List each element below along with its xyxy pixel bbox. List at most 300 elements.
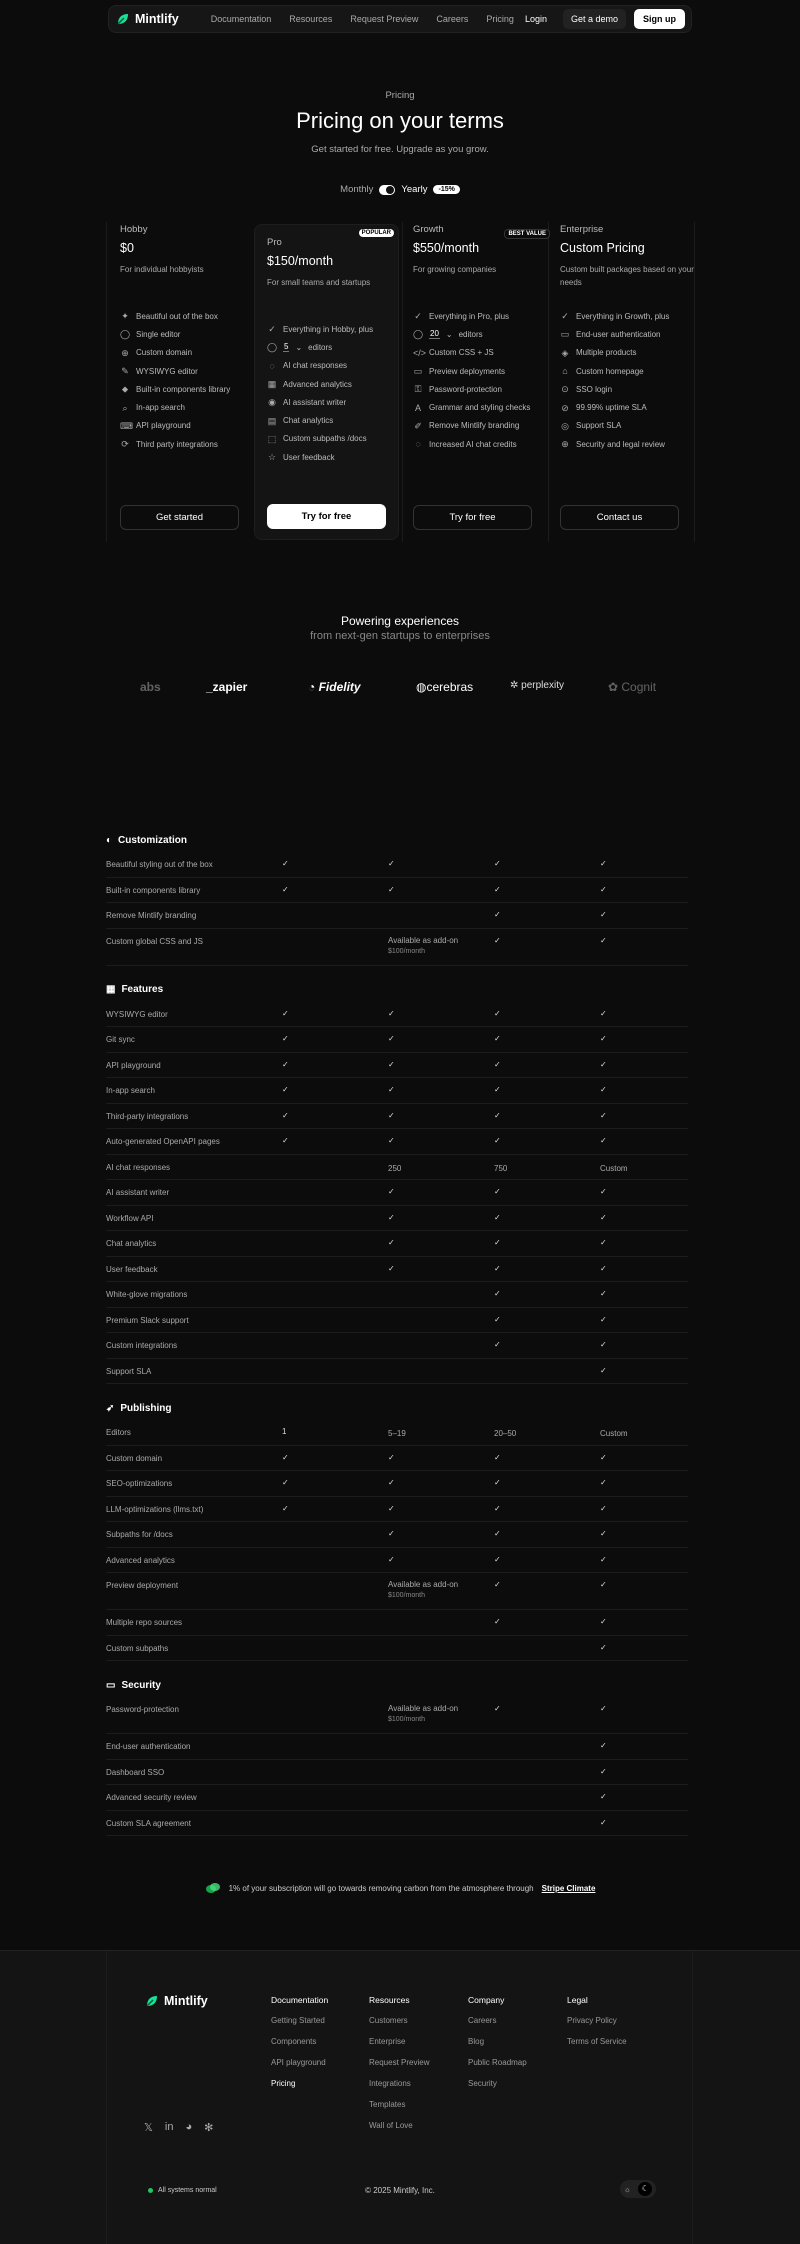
brand-name: Mintlify	[164, 1994, 208, 2008]
footer-brand-logo[interactable]	[144, 1993, 208, 2009]
plan-feature	[413, 325, 558, 343]
table-row	[106, 1180, 688, 1206]
editors-select[interactable]: 5	[284, 342, 289, 352]
feature-icon: ⚿	[414, 384, 422, 395]
comparison-table	[106, 828, 688, 1836]
cell-text: ✓	[494, 1340, 501, 1349]
table-row	[106, 1104, 688, 1130]
cell-text: ✓	[282, 1503, 289, 1513]
social-links	[144, 2121, 213, 2134]
check-icon	[600, 1033, 607, 1044]
cell-text: ✓	[388, 1059, 395, 1069]
check-icon	[494, 1186, 501, 1197]
editors-select[interactable]: 20	[430, 329, 439, 339]
section-title-features	[106, 978, 688, 1002]
palette-icon: ◐	[106, 834, 113, 846]
table-row	[106, 1548, 688, 1574]
feature-label: Multiple products	[576, 348, 637, 358]
feature-label: Remove Mintlify branding	[429, 421, 520, 431]
footer-link[interactable]: Terms of Service	[567, 2037, 627, 2046]
section-title-text: Features	[121, 984, 164, 995]
footer-link[interactable]: Integrations	[369, 2079, 411, 2088]
plan-feature	[413, 435, 558, 453]
check-icon	[494, 1135, 501, 1146]
cell-text: ✓	[600, 1238, 607, 1247]
try-for-free-button[interactable]: Try for free	[267, 504, 386, 529]
check-icon	[494, 1452, 501, 1463]
check-icon	[600, 1288, 607, 1299]
nav-link-request-preview[interactable]: Request Preview	[350, 14, 419, 24]
check-icon	[388, 1186, 395, 1197]
footer-link[interactable]: Privacy Policy	[567, 2016, 617, 2025]
cell-text: ✓	[600, 910, 607, 919]
feature-label: editors	[308, 342, 333, 352]
get-demo-button[interactable]: Get a demo	[563, 9, 626, 29]
section-title-text: Customization	[118, 834, 187, 846]
plan-feature	[560, 344, 705, 362]
slack-icon[interactable]: ✻	[204, 2122, 214, 2134]
check-icon	[600, 1616, 607, 1627]
cell-text: ✓	[600, 1263, 607, 1273]
cell-text: ✓	[600, 1289, 607, 1298]
feature-label: Everything in Pro, plus	[429, 311, 510, 321]
chevron-down-icon: ⌄	[445, 329, 453, 339]
cell-value	[282, 1426, 286, 1437]
row-label: Advanced analytics	[106, 1555, 175, 1565]
cell-text: 750	[494, 1163, 508, 1173]
row-label: Preview deployment	[106, 1581, 179, 1590]
mintlify-leaf-icon	[144, 1993, 160, 2009]
check-icon	[388, 1135, 395, 1146]
check-icon	[494, 1703, 501, 1714]
climate-banner	[0, 1882, 800, 1894]
footer-link[interactable]: Getting Started	[271, 2016, 325, 2025]
plan-description: For small teams and startups	[267, 278, 371, 287]
cell-text: ✓	[494, 1617, 501, 1626]
table-row	[106, 1573, 688, 1610]
feature-icon: ⬚	[267, 433, 277, 444]
logo-fidelity: ◔ Fidelity	[308, 680, 361, 694]
yearly-label[interactable]: Yearly	[401, 184, 428, 195]
check-icon	[600, 1263, 607, 1274]
section-title-publishing	[106, 1396, 688, 1420]
contact-us-button[interactable]: Contact us	[560, 505, 679, 530]
check-icon	[494, 1339, 501, 1350]
footer-link[interactable]: Templates	[369, 2100, 406, 2109]
cell-text: ✓	[600, 884, 607, 894]
leaf-icon	[205, 1882, 221, 1894]
best-value-badge: BEST VALUE	[504, 229, 550, 239]
cell-text: ✓	[600, 1059, 607, 1069]
footer-column-heading: Company	[468, 1995, 505, 2005]
feature-icon: ✎	[121, 366, 129, 377]
cell-text: ✓	[494, 1580, 501, 1589]
row-label: Subpaths for /docs	[106, 1530, 173, 1539]
check-icon	[494, 1212, 501, 1223]
check-icon	[600, 1642, 607, 1653]
cell-text: ✓	[494, 1136, 501, 1145]
row-label: Multiple repo sources	[106, 1618, 183, 1627]
check-icon	[494, 858, 501, 869]
cell-text: ✓	[282, 1478, 289, 1487]
check-icon	[282, 858, 289, 869]
nav-link-documentation[interactable]: Documentation	[210, 14, 272, 24]
copyright: © 2025 Mintlify, Inc.	[365, 2186, 435, 2195]
plan-price: $550/month	[413, 241, 480, 255]
check-icon	[600, 1766, 607, 1777]
popular-badge: POPULAR	[359, 229, 394, 237]
plan-feature	[120, 398, 265, 416]
plan-feature	[560, 325, 705, 343]
signup-button[interactable]: Sign up	[634, 9, 685, 29]
footer-link[interactable]: Enterprise	[369, 2037, 406, 2046]
nav-link-pricing[interactable]: Pricing	[486, 14, 514, 24]
plan-feature	[560, 417, 705, 435]
check-icon	[494, 1033, 501, 1044]
cell-text: ✓	[600, 1034, 607, 1043]
row-label: AI chat responses	[106, 1162, 171, 1172]
check-icon	[600, 1791, 607, 1802]
plan-feature	[413, 417, 558, 435]
feature-icon: ✦	[121, 311, 129, 322]
billing-toggle	[0, 184, 800, 195]
cell-text: Custom	[600, 1163, 628, 1173]
plan-price: Custom Pricing	[560, 241, 645, 255]
cell-value	[494, 1163, 507, 1174]
check-icon	[494, 1110, 501, 1121]
row-label: White-glove migrations	[106, 1290, 188, 1299]
feature-icon: ⊘	[561, 402, 569, 413]
row-label: Custom global CSS and JS	[106, 936, 203, 946]
cell-text: ✓	[282, 1059, 289, 1069]
cell-text: ✓	[388, 1008, 395, 1018]
check-icon	[600, 1314, 607, 1325]
cell-text: 20–50	[494, 1429, 517, 1438]
moon-icon[interactable]: ☾	[638, 2182, 652, 2196]
table-row	[106, 1471, 688, 1497]
plan-feature	[120, 307, 265, 325]
table-row	[106, 1636, 688, 1662]
cell-text: ✓	[600, 1136, 607, 1145]
check-icon	[600, 884, 607, 895]
feature-label: 99.99% uptime SLA	[576, 403, 647, 413]
table-row	[106, 1027, 688, 1053]
logo-zapier: _zapier	[206, 680, 248, 694]
footer-link[interactable]: Request Preview	[369, 2058, 430, 2067]
row-label: Custom domain	[106, 1453, 163, 1463]
plan-feature	[120, 325, 265, 343]
feature-icon: ✓	[268, 324, 276, 335]
cell-text: ✓	[388, 859, 395, 868]
cell-text: 5–19	[388, 1429, 406, 1438]
row-label: Remove Mintlify branding	[106, 911, 197, 920]
table-row	[106, 1206, 688, 1232]
grid-icon: ▦	[106, 984, 116, 995]
feature-icon: ▤	[267, 415, 277, 426]
cell-text: ✓	[600, 1792, 607, 1801]
cell-text: ✓	[600, 1478, 607, 1487]
footer	[0, 1950, 800, 2244]
check-icon	[388, 1528, 395, 1539]
table-row	[106, 1497, 688, 1523]
logo-perplexity: ✲ perplexity	[510, 680, 564, 691]
login-button[interactable]: Login	[524, 14, 547, 24]
row-label: Custom integrations	[106, 1341, 178, 1350]
cell-text: ✓	[600, 1554, 607, 1564]
cell-text: ✓	[388, 1529, 395, 1538]
cell-text: ✓	[282, 1136, 289, 1145]
check-icon	[600, 1740, 607, 1751]
footer-link[interactable]: Security	[468, 2079, 497, 2088]
plan-card-hobby	[120, 224, 265, 540]
mintlify-leaf-icon	[115, 11, 131, 27]
check-icon	[494, 909, 501, 920]
logo-perplexity-text: perplexity	[521, 680, 564, 691]
check-icon	[600, 1365, 607, 1376]
check-icon	[494, 935, 501, 946]
row-label: SEO-optimizations	[106, 1479, 173, 1488]
check-icon	[600, 1452, 607, 1463]
github-icon[interactable]: ◕	[185, 2121, 193, 2133]
footer-column-legal	[567, 1995, 627, 2058]
cell-text: ✓	[282, 1034, 289, 1043]
cell-value	[388, 1703, 458, 1725]
feature-icon: ⌂	[562, 366, 568, 377]
table-row	[106, 1734, 688, 1760]
row-label: Beautiful styling out of the box	[106, 860, 213, 869]
check-icon	[388, 1263, 395, 1274]
table-row	[106, 1129, 688, 1155]
cell-text: ✓	[600, 1580, 607, 1589]
plan-feature	[120, 380, 265, 398]
feature-label: Support SLA	[576, 421, 622, 431]
plan-name: Pro	[267, 237, 282, 248]
check-icon	[600, 1554, 607, 1565]
cell-text: ✓	[388, 1478, 395, 1487]
feature-label: Security and legal review	[576, 439, 665, 449]
monthly-label[interactable]: Monthly	[340, 184, 374, 195]
check-icon	[600, 1817, 607, 1828]
check-icon	[388, 1477, 395, 1488]
plan-name: Hobby	[120, 224, 148, 235]
table-row	[106, 1333, 688, 1359]
row-label: Advanced security review	[106, 1793, 197, 1802]
footer-link[interactable]: Blog	[468, 2037, 485, 2046]
footer-column-heading: Documentation	[271, 1995, 329, 2005]
check-icon	[600, 1579, 607, 1590]
check-icon	[600, 1212, 607, 1223]
check-icon	[494, 1008, 501, 1019]
row-label: Built-in components library	[106, 885, 201, 895]
brand-name: Mintlify	[135, 12, 179, 26]
status-text: All systems normal	[158, 2187, 217, 2194]
check-icon	[282, 1059, 289, 1070]
plan-feature	[267, 375, 386, 393]
cell-text: ✓	[494, 1289, 501, 1298]
feature-label: Everything in Hobby, plus	[283, 324, 374, 334]
check-icon	[388, 1452, 395, 1463]
footer-link[interactable]: Customers	[369, 2016, 408, 2025]
cell-text: ✓	[600, 1741, 607, 1750]
cell-text: ✓	[600, 1187, 607, 1196]
cell-text: ✓	[282, 884, 289, 894]
plan-feature	[267, 357, 386, 375]
feature-icon: A	[414, 402, 421, 413]
feature-label: In-app search	[136, 403, 185, 413]
pricing-eyebrow: Pricing	[385, 90, 415, 101]
cell-text: ✓	[494, 1085, 501, 1094]
section-title-text: Publishing	[120, 1402, 172, 1414]
check-icon	[494, 1477, 501, 1488]
feature-icon: ⊙	[561, 384, 569, 395]
divider	[402, 222, 403, 542]
x-icon[interactable]: 𝕏	[144, 2122, 153, 2134]
check-icon	[282, 1008, 289, 1019]
feature-label: Advanced analytics	[283, 379, 352, 389]
row-label: Dashboard SSO	[106, 1767, 165, 1777]
plan-feature	[560, 307, 705, 325]
footer-link[interactable]: Wall of Love	[369, 2121, 413, 2130]
table-row	[106, 1811, 688, 1837]
check-icon	[494, 1084, 501, 1095]
nav-link-resources[interactable]: Resources	[289, 14, 333, 24]
check-icon	[600, 935, 607, 946]
feature-label: Beautiful out of the box	[136, 311, 218, 321]
feature-icon: </>	[413, 347, 427, 358]
cell-text: ✓	[388, 1503, 395, 1513]
footer-column-resources	[369, 1995, 429, 2142]
footer-link[interactable]: API playground	[271, 2058, 326, 2067]
check-icon	[388, 1237, 395, 1248]
feature-label: Chat analytics	[283, 416, 334, 426]
cell-text: ✓	[494, 1503, 501, 1513]
check-icon	[600, 1008, 607, 1019]
cell-value	[600, 1163, 628, 1174]
plan-feature	[267, 338, 386, 356]
check-icon	[600, 1703, 607, 1714]
cell-text: ✓	[600, 1817, 607, 1827]
cell-text: ✓	[388, 1187, 395, 1196]
cell-text: Custom	[600, 1429, 628, 1438]
plan-name: Enterprise	[560, 224, 604, 235]
cell-text: ✓	[494, 1554, 501, 1564]
try-for-free-button[interactable]: Try for free	[413, 505, 532, 530]
plan-feature	[120, 417, 265, 435]
check-icon	[494, 1237, 501, 1248]
check-icon	[494, 1503, 501, 1514]
cell-text: ✓	[600, 1110, 607, 1120]
check-icon	[494, 1288, 501, 1299]
row-label: Premium Slack support	[106, 1315, 189, 1325]
row-label: Support SLA	[106, 1366, 152, 1376]
linkedin-icon[interactable]: in	[164, 2121, 174, 2133]
footer-link[interactable]: Components	[271, 2037, 317, 2046]
feature-icon: ◌	[415, 439, 421, 450]
plan-feature	[560, 435, 705, 453]
sun-icon[interactable]: ☼	[623, 2184, 631, 2194]
cell-text: ✓	[282, 1452, 289, 1462]
logo-cognition: ✿ Cognit	[608, 680, 657, 694]
feature-label: Third party integrations	[136, 439, 218, 449]
feature-label: API playground	[136, 421, 191, 431]
divider	[106, 1951, 107, 2244]
logo-cerebras: ◍cerebras	[416, 680, 474, 694]
cell-text: ✓	[494, 1008, 501, 1018]
cell-text: ✓	[282, 1110, 289, 1120]
feature-label: Preview deployments	[429, 366, 506, 376]
check-icon	[282, 1477, 289, 1488]
brand-logo[interactable]	[115, 11, 179, 27]
table-row	[106, 1760, 688, 1786]
footer-link[interactable]: Public Roadmap	[468, 2058, 527, 2067]
feature-icon: ⟳	[121, 439, 129, 450]
plan-feature	[413, 362, 558, 380]
plan-card-enterprise	[560, 224, 705, 540]
cell-text: ✓	[494, 884, 501, 894]
section-title-text: Security	[121, 1679, 161, 1691]
feature-icon: ⊕	[561, 439, 569, 450]
section-title-customization	[106, 828, 688, 852]
cell-text: ✓	[388, 884, 395, 894]
cell-text: ✓	[494, 935, 501, 945]
cell-text: ✓	[600, 1766, 607, 1776]
check-icon	[600, 909, 607, 920]
divider	[692, 1951, 693, 2244]
check-icon	[282, 1135, 289, 1146]
cell-text: ✓	[282, 1085, 289, 1094]
cell-text: 1	[282, 1427, 287, 1436]
table-row	[106, 1359, 688, 1385]
cell-text: Available as add-on	[388, 1704, 459, 1713]
feature-label: Built-in components library	[136, 384, 231, 394]
footer-link[interactable]: Pricing	[271, 2079, 296, 2088]
row-label: WYSIWYG editor	[106, 1009, 168, 1019]
feature-label: SSO login	[576, 384, 613, 394]
customer-logos	[0, 680, 800, 704]
table-row	[106, 1257, 688, 1283]
plan-price: $150/month	[267, 254, 334, 268]
check-icon	[600, 858, 607, 869]
nav-link-careers[interactable]: Careers	[436, 14, 469, 24]
rocket-icon: ➶	[106, 1402, 115, 1414]
cell-text: ✓	[494, 1452, 501, 1462]
feature-label: Custom CSS + JS	[429, 348, 494, 358]
check-icon	[494, 1616, 501, 1627]
billing-switch[interactable]	[379, 185, 395, 195]
cell-text: ✓	[494, 1238, 501, 1247]
theme-toggle[interactable]	[620, 2180, 656, 2198]
cell-text: ✓	[388, 1085, 395, 1094]
cell-text: ✓	[600, 1008, 607, 1018]
row-label: Git sync	[106, 1035, 135, 1044]
cell-text: ✓	[600, 859, 607, 868]
page-subtitle: Get started for free. Upgrade as you grow.	[311, 144, 489, 155]
footer-link[interactable]: Careers	[468, 2016, 497, 2025]
plan-feature	[120, 362, 265, 380]
feature-label: WYSIWYG editor	[136, 366, 198, 376]
check-icon	[600, 1528, 607, 1539]
get-started-button[interactable]: Get started	[120, 505, 239, 530]
check-icon	[388, 884, 395, 895]
stripe-climate-link[interactable]: Stripe Climate	[541, 1883, 596, 1893]
feature-icon: ◈	[561, 347, 569, 358]
feature-label: Everything in Growth, plus	[576, 311, 670, 321]
cell-value	[388, 1579, 458, 1601]
row-label: In-app search	[106, 1086, 155, 1095]
check-icon	[600, 1503, 607, 1514]
check-icon	[600, 1110, 607, 1121]
feature-icon: ▭	[413, 366, 423, 377]
